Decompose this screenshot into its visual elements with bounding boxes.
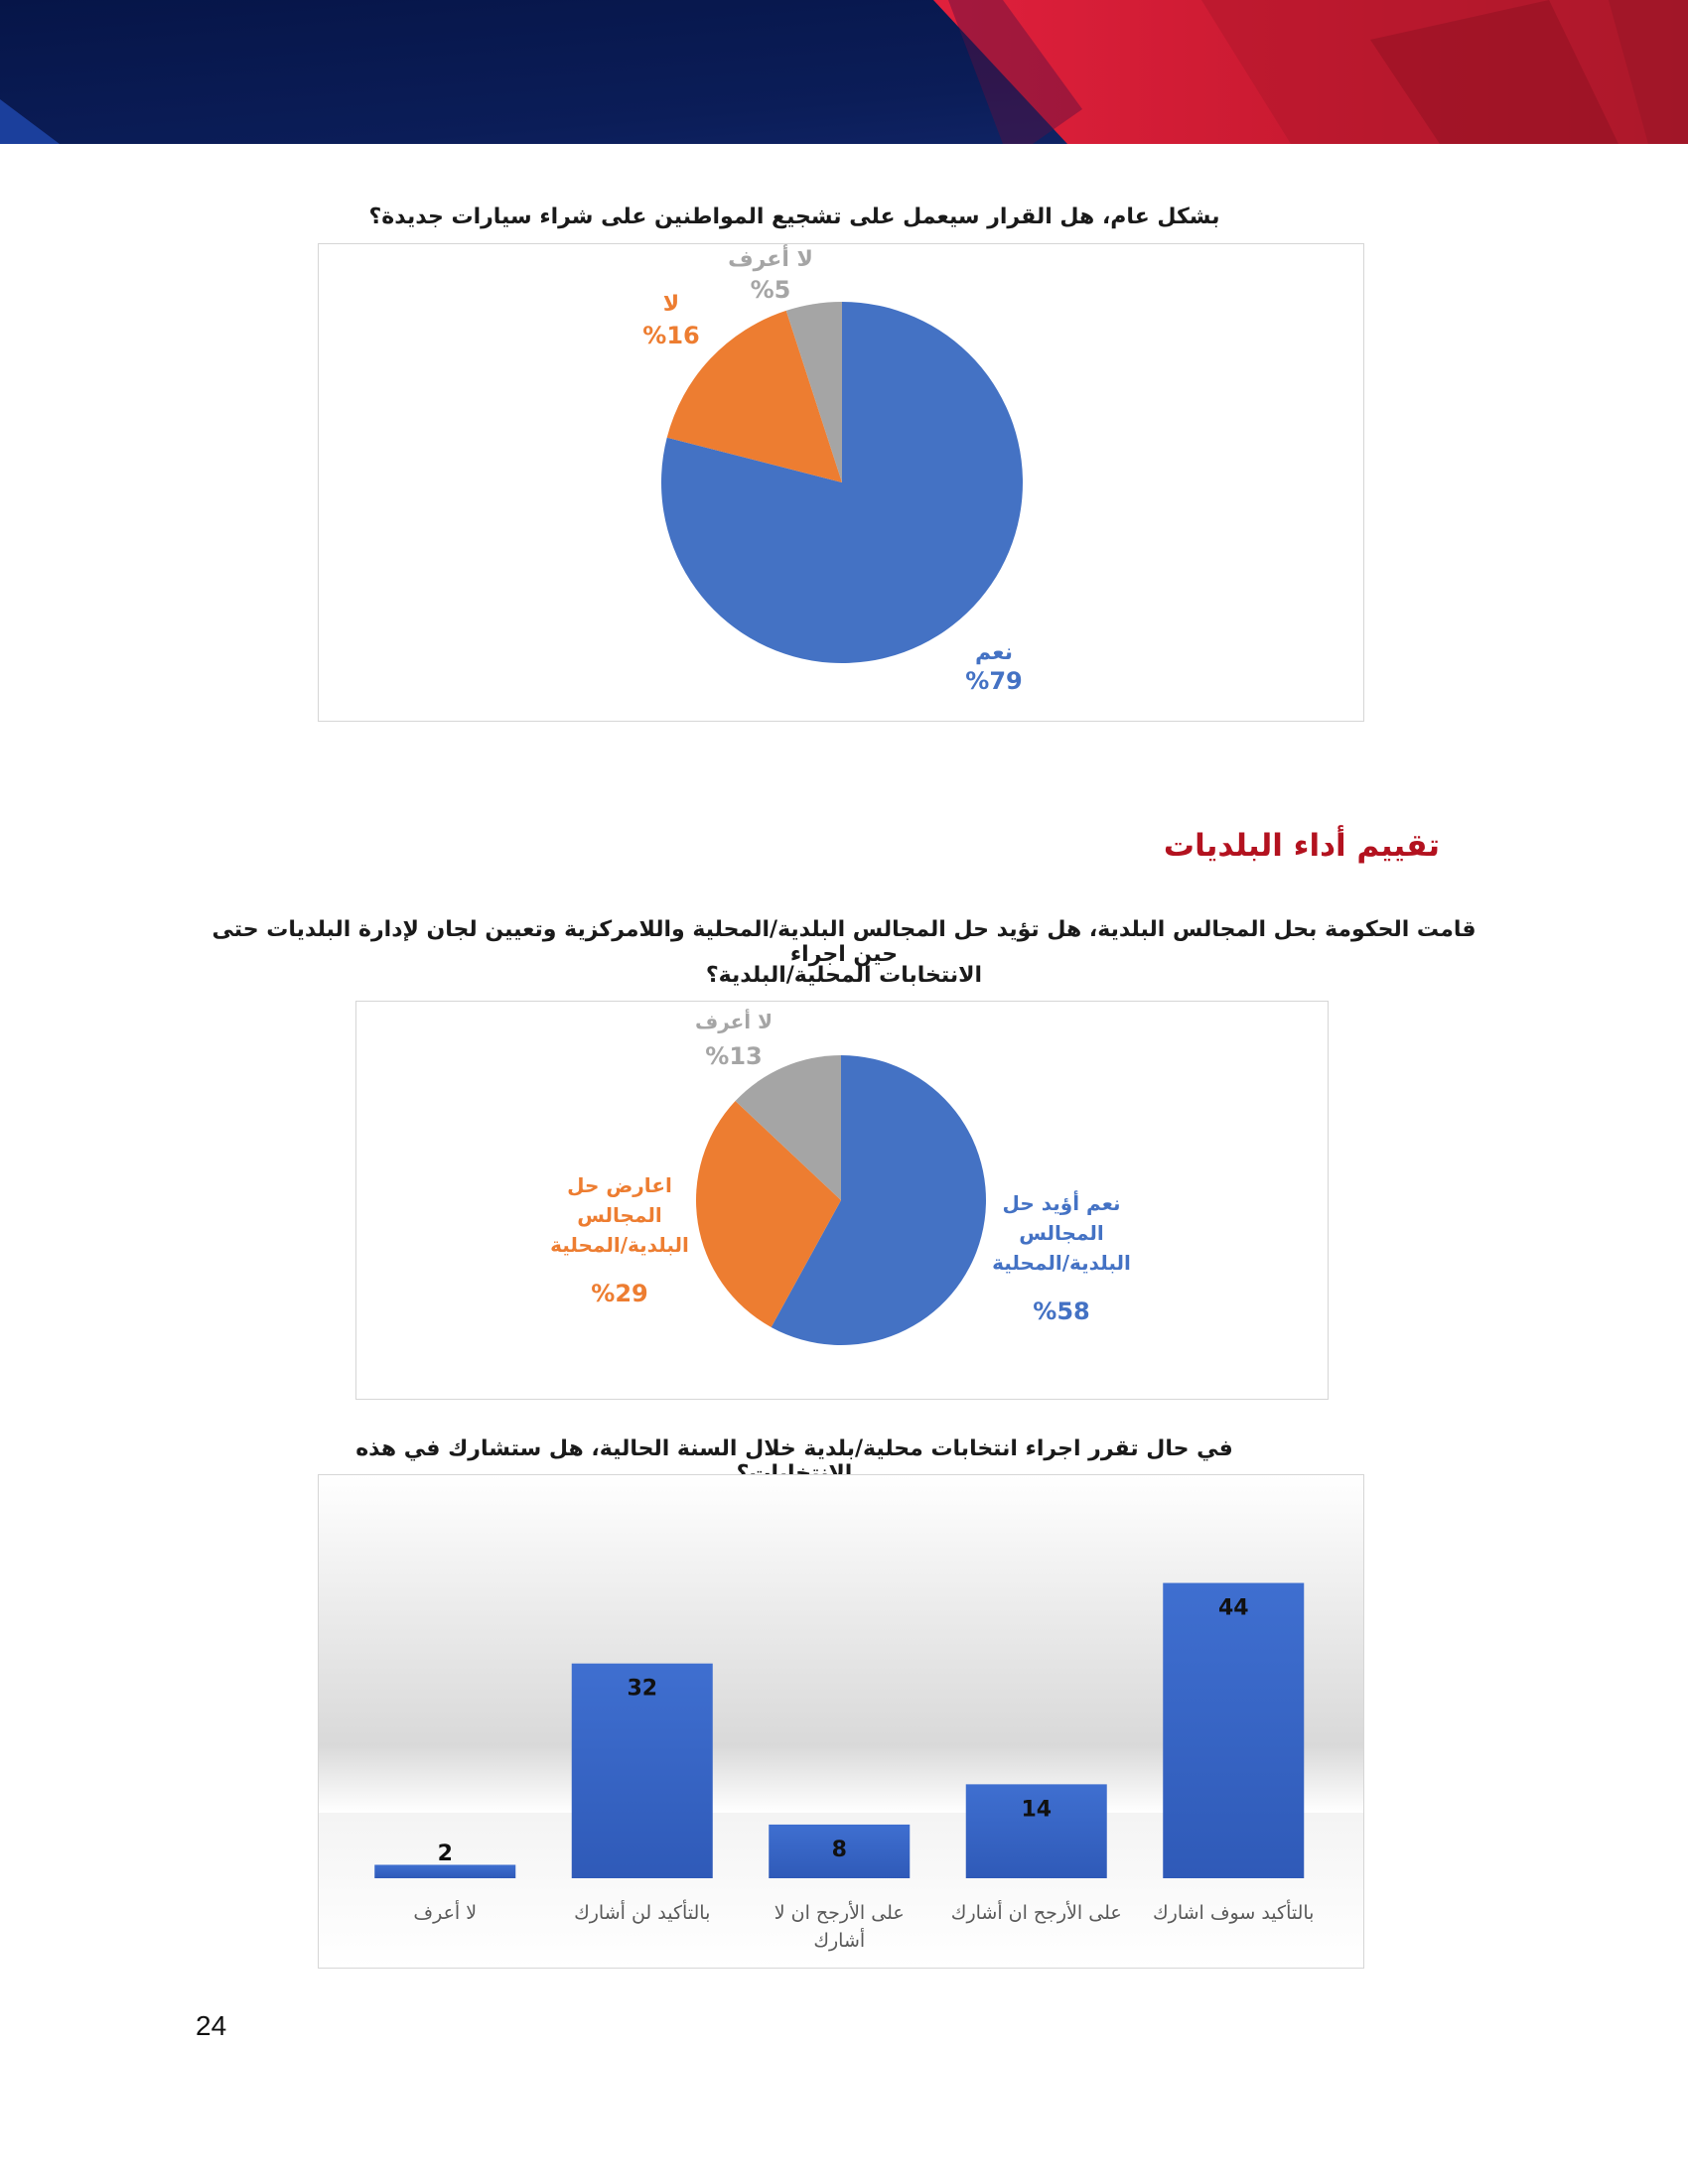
section-title: تقييم أداء البلديات — [1163, 828, 1440, 864]
data-label-oppose-line-2: المجالس — [577, 1203, 662, 1227]
data-label-yes: نعم — [975, 640, 1013, 665]
category-label-1: لا أعرف — [413, 1902, 478, 1924]
bar-value-label-2: 32 — [627, 1676, 658, 1702]
bar-1 — [374, 1864, 515, 1878]
category-label-2: بالتأكيد لن أشارك — [574, 1902, 711, 1924]
bar-chart — [319, 1475, 1363, 1968]
bar-value-label-5: 44 — [1217, 1595, 1249, 1621]
question-1: بشكل عام، هل القرار سيعمل على تشجيع المواطنين على شراء سيارات جديدة؟ — [368, 205, 1220, 229]
data-value-dont-know: %13 — [705, 1042, 763, 1070]
data-value-no: %16 — [642, 322, 700, 349]
data-value-support: %58 — [1033, 1297, 1090, 1325]
pie-chart-1 — [319, 244, 1363, 721]
data-label-oppose-line-3: البلدية/المحلية — [550, 1233, 689, 1257]
category-label-5: بالتأكيد سوف اشارك — [1153, 1902, 1315, 1924]
pie-chart-2 — [356, 1002, 1328, 1399]
data-value-oppose: %29 — [591, 1280, 648, 1307]
question-2-line-1: قامت الحكومة بحل المجالس البلدية، هل تؤيد حل المجالس البلدية/المحلية واللامركزية وتعيين لجان لإدارة البلديات حتى حين اجراء — [211, 917, 1477, 967]
data-label-oppose-line-1: اعارض حل — [567, 1173, 672, 1197]
bar-5 — [1163, 1583, 1304, 1878]
data-value-yes: %79 — [965, 667, 1023, 695]
header-banner — [0, 0, 1688, 144]
category-label-4: على الأرجح ان أشارك — [950, 1902, 1122, 1924]
bar-value-label-3: 8 — [831, 1837, 847, 1862]
data-label-support-line-2: المجالس — [1019, 1221, 1104, 1245]
pie-chart-1-frame — [318, 243, 1364, 722]
bar-value-label-4: 14 — [1021, 1797, 1053, 1823]
data-label-dont-know: لا أعرف — [728, 247, 813, 272]
question-2-line-2: الانتخابات المحلية/البلدية؟ — [705, 963, 983, 988]
page-number: 24 — [196, 2010, 227, 2041]
data-label-no: لا — [662, 292, 680, 317]
question-3: في حال تقرر اجراء انتخابات محلية/بلدية خلال السنة الحالية، هل ستشارك في هذه — [355, 1436, 1233, 1461]
pie-chart-2-frame — [355, 1001, 1329, 1400]
category-label-3-line-1: على الأرجح ان لا — [774, 1902, 905, 1924]
data-label-support-line-1: نعم أؤيد حل — [1002, 1191, 1121, 1215]
data-label-support-line-3: البلدية/المحلية — [992, 1251, 1131, 1275]
bar-chart-frame — [318, 1474, 1364, 1969]
header-banner-graphic — [0, 0, 1688, 144]
data-label-dont-know-line-1: لا أعرف — [694, 1010, 774, 1033]
data-value-dont-know: %5 — [750, 276, 791, 304]
bar-value-label-1: 2 — [437, 1842, 453, 1866]
category-label-3-line-2: أشارك — [813, 1930, 866, 1952]
